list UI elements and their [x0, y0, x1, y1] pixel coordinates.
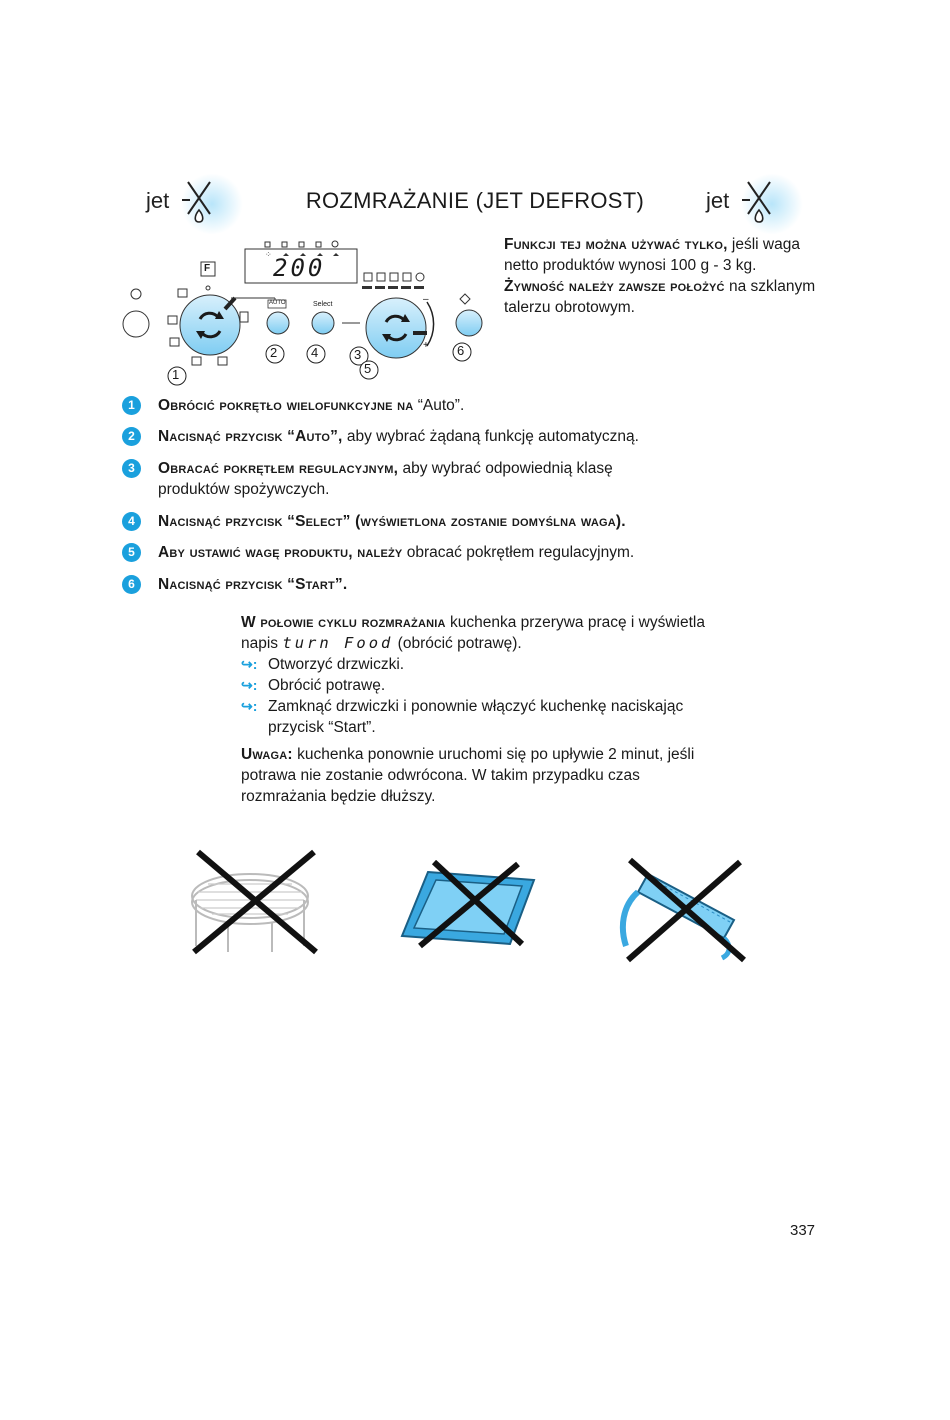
crossed-out-metal-tray-image: [398, 860, 538, 952]
note-lead: Uwaga:: [241, 746, 293, 763]
step-number-badge: 5: [122, 543, 141, 562]
minus-sign: –: [423, 294, 429, 305]
select-label: Select: [313, 301, 333, 308]
function-indicator-label: F: [204, 263, 211, 274]
svg-text:⁘: ⁘: [265, 250, 272, 259]
lcd-message: turn Food: [282, 634, 394, 652]
step-text: aby wybrać odpowiednią klasę produktów spożywczych.: [158, 460, 613, 498]
step-text: aby wybrać żądaną funkcję automatyczną.: [342, 428, 639, 445]
step-text: obracać pokrętłem regulacyjnym.: [402, 544, 635, 561]
arrow-bullet-icon: ↪:: [241, 677, 258, 693]
step-item: [122, 458, 682, 500]
jet-logo-text: jet: [706, 188, 730, 213]
step-item: [122, 395, 682, 416]
bullet-text: Otworzyć drzwiczki.: [268, 656, 405, 673]
step-lead: Obrócić pokrętło wielofunkcyjne na: [158, 397, 414, 414]
step-item: [122, 574, 682, 595]
step-number-badge: 3: [122, 459, 141, 478]
lcd-display-value: 200: [273, 254, 326, 282]
step-number-badge: 6: [122, 575, 141, 594]
intro-lead-2: Żywność należy zawsze położyć: [504, 278, 725, 295]
list-item: [241, 696, 738, 738]
step-item: [122, 426, 682, 447]
midcycle-paragraph: [241, 612, 741, 654]
intro-text-2: na szklanym talerzu obrotowym.: [504, 278, 816, 316]
step-lead: Aby ustawić wagę produktu, należy: [158, 544, 403, 561]
callout-number: 4: [311, 345, 319, 360]
intro-text-1: jeśli waga netto produktów wynosi 100 g - 3 kg.: [504, 236, 800, 274]
jet-logo-text: jet: [146, 188, 170, 213]
note-text: kuchenka ponownie uruchomi się po upływie 2 minut, jeśli potrawa nie zostanie odwrócona. W takim przypadku czas rozmrażania będzie dłuższy.: [241, 746, 695, 805]
page-number: 337: [790, 1222, 816, 1239]
jet-defrost-icon: [742, 180, 778, 224]
auto-label: AUTO: [269, 300, 286, 306]
arrow-bullet-icon: ↪:: [241, 698, 258, 714]
list-item: [241, 675, 741, 696]
callout-number: 3: [354, 347, 362, 362]
step-lead: Nacisnąć przycisk “Start”.: [158, 576, 348, 593]
page-title: ROZMRAŻANIE (JET DEFROST): [305, 188, 645, 213]
step-text: “Auto”.: [413, 397, 465, 414]
intro-lead-1: Funkcji tej można używać tylko,: [504, 236, 728, 253]
step-item: [122, 542, 682, 563]
list-item: [241, 654, 741, 675]
step-number-badge: 4: [122, 512, 141, 531]
jet-logo-right: [700, 178, 800, 228]
callout-number: 5: [364, 361, 372, 376]
intro-paragraph: [504, 234, 824, 318]
callout-number: 6: [457, 343, 465, 358]
plus-sign: +: [423, 340, 429, 351]
callout-number: 2: [270, 345, 278, 360]
midcycle-text-1: kuchenka przerywa pracę i wyświetla napis: [241, 614, 705, 652]
control-panel-diagram: [115, 236, 495, 388]
callout-number: 1: [172, 367, 180, 382]
step-item: [122, 511, 682, 532]
step-number-badge: 1: [122, 396, 141, 415]
step-lead: Obracać pokrętłem regulacyjnym,: [158, 460, 399, 477]
crossed-out-wire-rack-image: [188, 848, 328, 958]
note-paragraph: [241, 744, 711, 807]
midcycle-section: [241, 612, 741, 738]
midcycle-text-2: (obrócić potrawę).: [393, 635, 522, 652]
step-number-badge: 2: [122, 427, 141, 446]
arrow-bullet-icon: ↪:: [241, 656, 258, 672]
bullet-text: Zamknąć drzwiczki i ponownie włączyć kuchenkę naciskając przycisk “Start”.: [268, 698, 684, 736]
step-lead: Nacisnąć przycisk “Auto”,: [158, 428, 343, 445]
step-lead: Nacisnąć przycisk “Select” (wyświetlona zostanie domyślna waga).: [158, 513, 626, 530]
bullet-text: Obrócić potrawę.: [268, 677, 386, 694]
crossed-out-crisp-handle-image: [612, 856, 752, 964]
midcycle-lead: W połowie cyklu rozmrażania: [241, 614, 446, 631]
